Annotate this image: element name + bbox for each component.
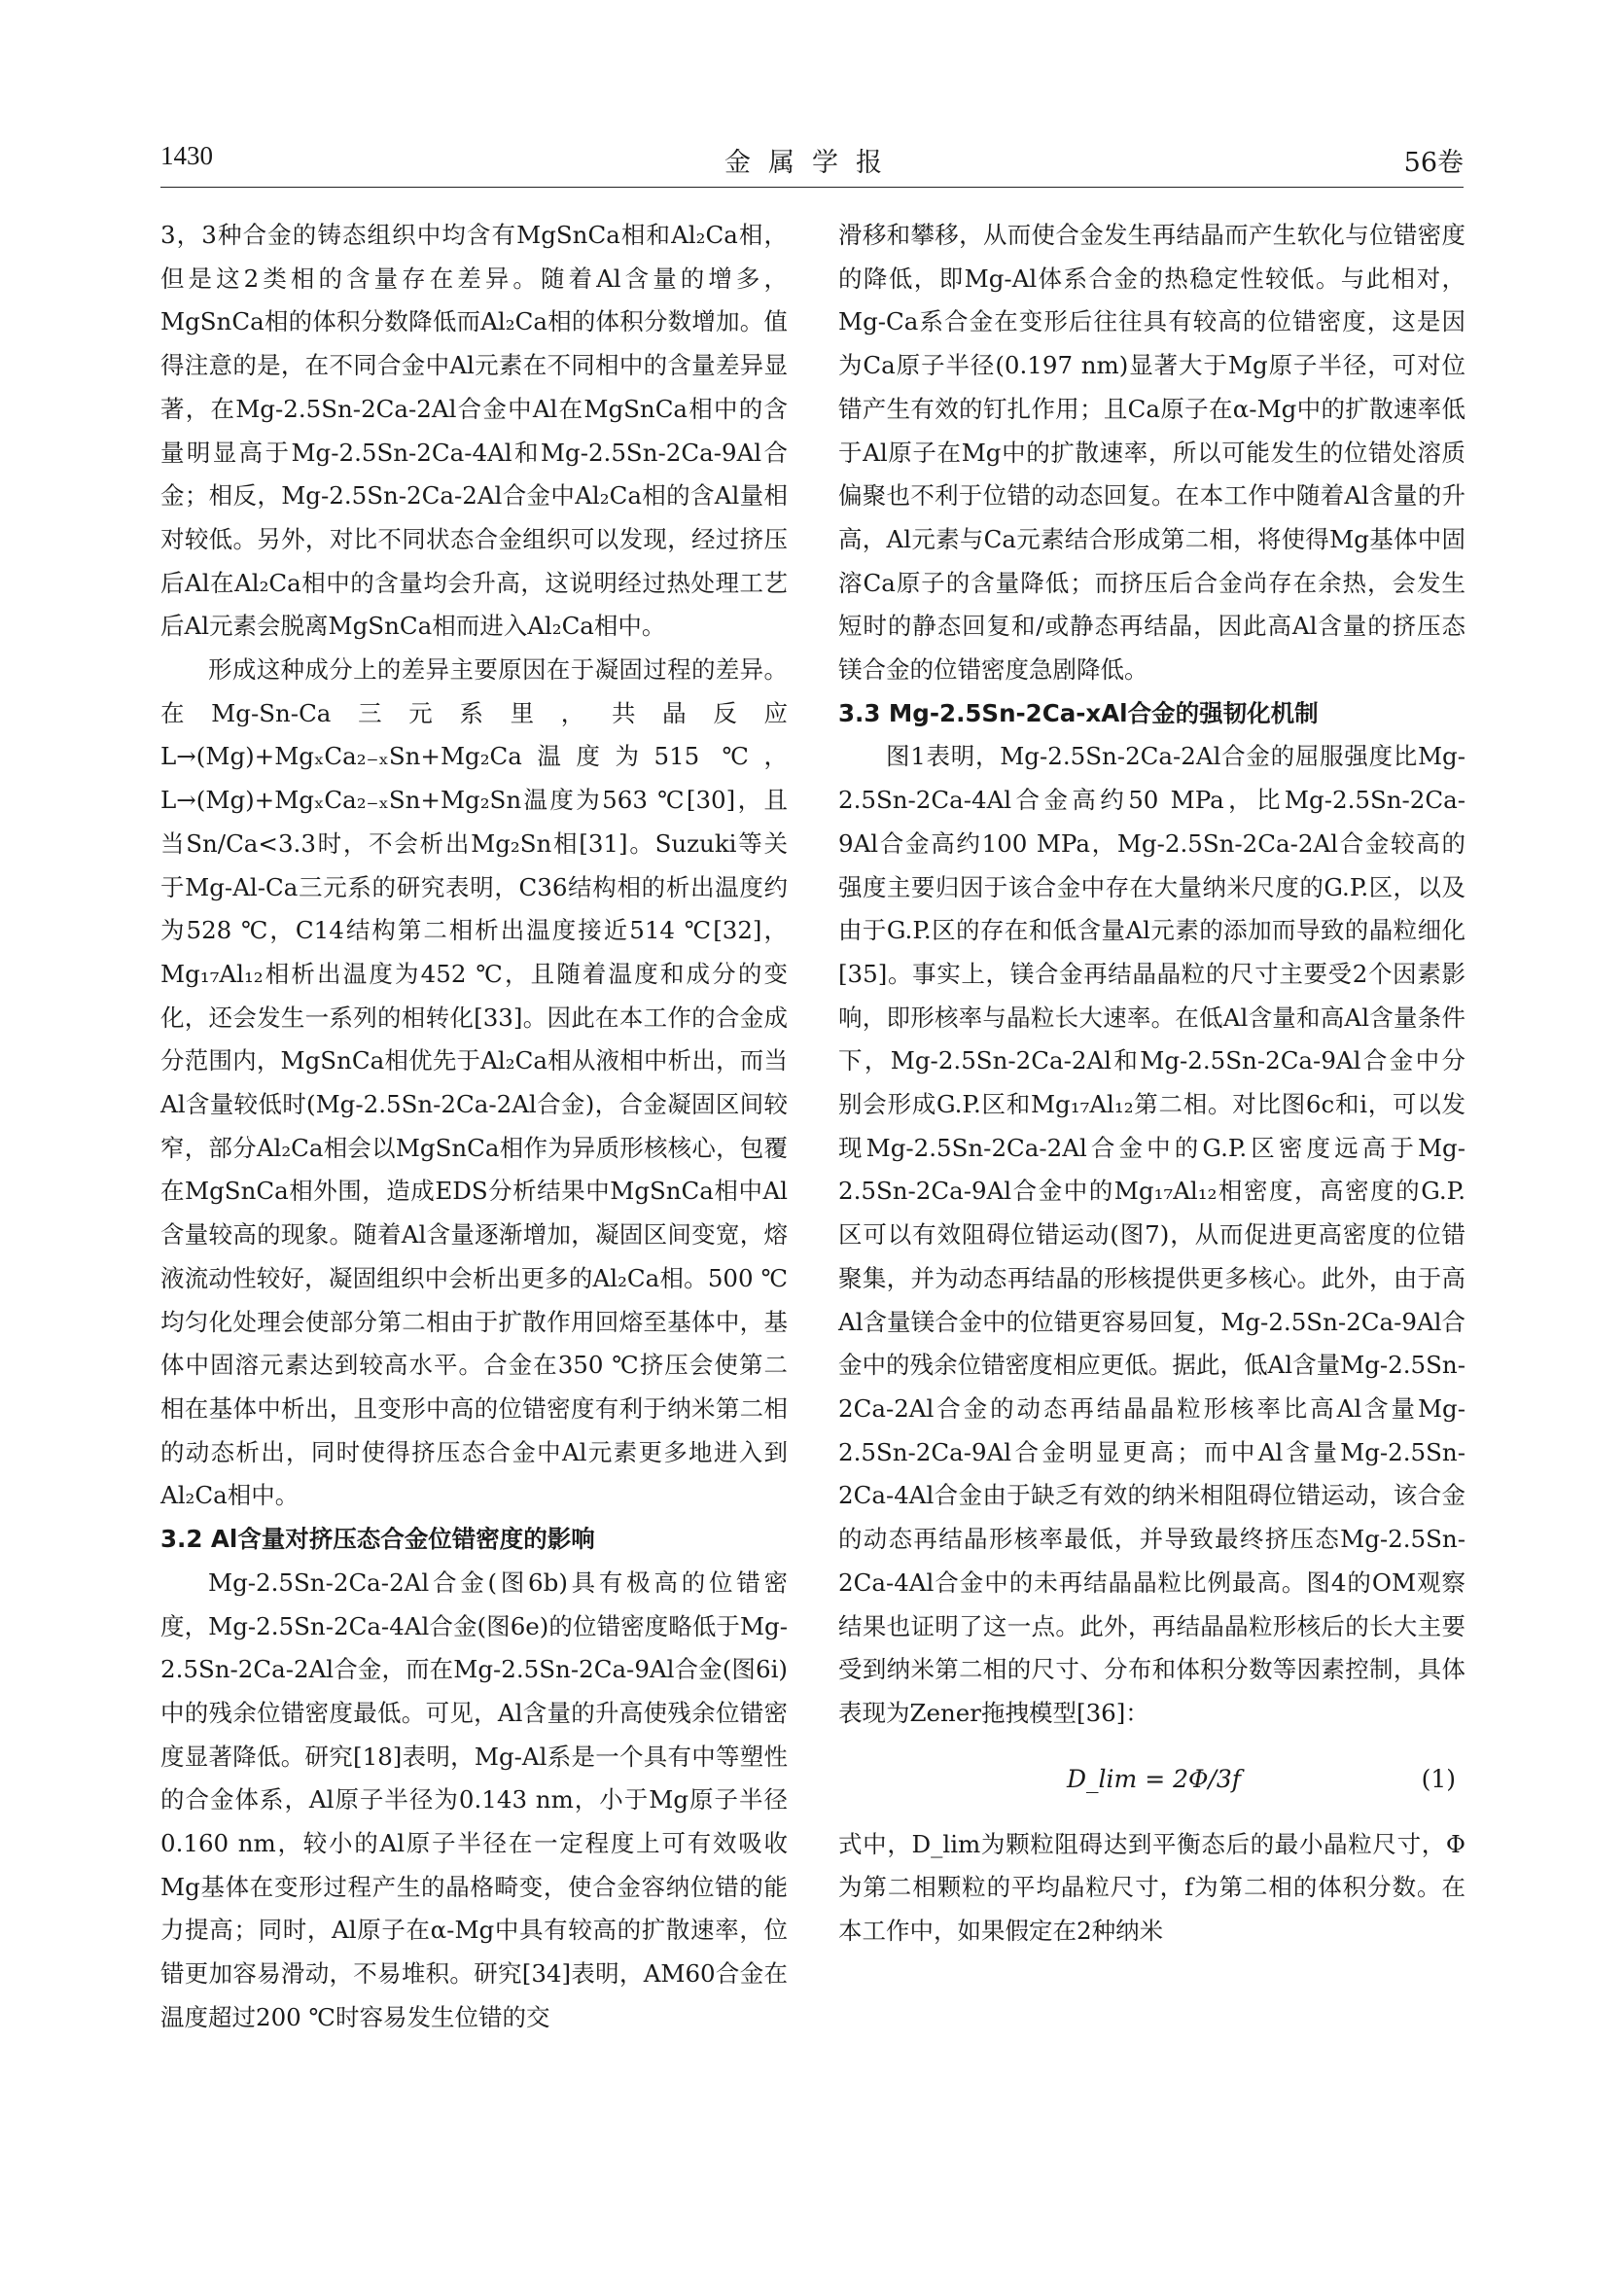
section-heading-3-3: 3.3 Mg-2.5Sn-2Ca-xAl合金的强韧化机制 bbox=[838, 698, 1319, 727]
left-paragraph-1: 3，3种合金的铸态组织中均含有MgSnCa相和Al₂Ca相，但是这2类相的含量存在差异。随着Al含量的增多，MgSnCa相的体积分数降低而Al₂Ca相的体积分数增加。值得注意的是，在不同合金中Al元素在不同相中的含量差异显著，在Mg-2.5Sn-2Ca-2Al合金中Al在MgSnCa相中的含量明显高于Mg-2.5Sn-2Ca-4Al和Mg-2.5Sn-2Ca-9Al合金；相反，Mg-2.5Sn-2Ca-2Al合金中Al₂Ca相的含Al量相对较低。另外，对比不同状态合金组织可以发现，经过挤压后Al在Al₂Ca相中的含量均会升高，这说明经过热处理工艺后Al元素会脱离MgSnCa相而进入Al₂Ca相中。 bbox=[160, 221, 788, 641]
equation-1 bbox=[838, 1736, 1465, 1823]
equation-number: (1) bbox=[1421, 1764, 1456, 1793]
page-header bbox=[160, 141, 1464, 180]
right-paragraph-2: 图1表明，Mg-2.5Sn-2Ca-2Al合金的屈服强度比Mg-2.5Sn-2Ca-4Al合金高约50 MPa，比Mg-2.5Sn-2Ca-9Al合金高约100 MPa，Mg-2.5Sn-2Ca-2Al合金较高的强度主要归因于该合金中存在大量纳米尺度的G.P.区，以及由于G.P.区的存在和低含量Al元素的添加而导致的晶粒细化[35]。事实上，镁合金再结晶晶粒的尺寸主要受2个因素影响，即形核率与晶粒长大速率。在低Al含量和高Al含量条件下，Mg-2.5Sn-2Ca-2Al和Mg-2.5Sn-2Ca-9Al合金中分别会形成G.P.区和Mg₁₇Al₁₂第二相。对比图6c和i，可以发现Mg-2.5Sn-2Ca-2Al合金中的G.P.区密度远高于Mg-2.5Sn-2Ca-9Al合金中的Mg₁₇Al₁₂相密度，高密度的G.P.区可以有效阻碍位错运动(图7)，从而促进更高密度的位错聚集，并为动态再结晶的形核提供更多核心。此外，由于高Al含量镁合金中的位错更容易回复，Mg-2.5Sn-2Ca-9Al合金中的残余位错密度相应更低。据此，低Al含量Mg-2.5Sn-2Ca-2Al合金的动态再结晶晶粒形核率比高Al含量Mg-2.5Sn-2Ca-9Al合金明显更高；而中Al含量Mg-2.5Sn-2Ca-4Al合金由于缺乏有效的纳米相阻碍位错运动，该合金的动态再结晶形核率最低，并导致最终挤压态Mg-2.5Sn-2Ca-4Al合金中的未再结晶晶粒比例最高。图4的OM观察结果也证明了这一点。此外，再结晶晶粒形核后的长大主要受到纳米第二相的尺寸、分布和体积分数等因素控制，具体表现为Zener拖拽模型[36]： bbox=[838, 742, 1465, 1727]
right-column bbox=[838, 214, 1465, 1954]
left-paragraph-2: 形成这种成分上的差异主要原因在于凝固过程的差异。在Mg-Sn-Ca三元系里，共晶反应L→(Mg)+MgₓCa₂₋ₓSn+Mg₂Ca温度为515 ℃，L→(Mg)+MgₓCa₂₋ₓSn+Mg₂Sn温度为563 ℃[30]，且当Sn/Ca<3.3时，不会析出Mg₂Sn相[31]。Suzuki等关于Mg-Al-Ca三元系的研究表明，C36结构相的析出温度约为528 ℃，C14结构第二相析出温度接近514 ℃[32]，Mg₁₇Al₁₂相析出温度为452 ℃，且随着温度和成分的变化，还会发生一系列的相转化[33]。因此在本工作的合金成分范围内，MgSnCa相优先于Al₂Ca相从液相中析出，而当Al含量较低时(Mg-2.5Sn-2Ca-2Al合金)，合金凝固区间较窄，部分Al₂Ca相会以MgSnCa相作为异质形核核心，包覆在MgSnCa相外围，造成EDS分析结果中MgSnCa相中Al含量较高的现象。随着Al含量逐渐增加，凝固区间变宽，熔液流动性较好，凝固组织中会析出更多的Al₂Ca相。500 ℃均匀化处理会使部分第二相由于扩散作用回熔至基体中，基体中固溶元素达到较高水平。合金在350 ℃挤压会使第二相在基体中析出，且变形中高的位错密度有利于纳米第二相的动态析出，同时使得挤压态合金中Al元素更多地进入到Al₂Ca相中。 bbox=[160, 655, 788, 1510]
header-rule bbox=[160, 187, 1464, 188]
right-paragraph-1: 滑移和攀移，从而使合金发生再结晶而产生软化与位错密度的降低，即Mg-Al体系合金的热稳定性较低。与此相对，Mg-Ca系合金在变形后往往具有较高的位错密度，这是因为Ca原子半径(0.197 nm)显著大于Mg原子半径，可对位错产生有效的钉扎作用；且Ca原子在α-Mg中的扩散速率低于Al原子在Mg中的扩散速率，所以可能发生的位错处溶质偏聚也不利于位错的动态回复。在本工作中随着Al含量的升高，Al元素与Ca元素结合形成第二相，将使得Mg基体中固溶Ca原子的含量降低；而挤压后合金尚存在余热，会发生短时的静态回复和/或静态再结晶，因此高Al含量的挤压态镁合金的位错密度急剧降低。 bbox=[838, 221, 1465, 685]
right-paragraph-3: 式中，D_lim为颗粒阻碍达到平衡态后的最小晶粒尺寸，Φ为第二相颗粒的平均晶粒尺寸，f为第二相的体积分数。在本工作中，如果假定在2种纳米 bbox=[838, 1829, 1465, 1946]
page-number: 1430 bbox=[160, 141, 213, 170]
journal-title: 金属学报 bbox=[724, 148, 900, 178]
equation-expression: D_lim = 2Φ/3f bbox=[1067, 1764, 1242, 1793]
left-paragraph-3: Mg-2.5Sn-2Ca-2Al合金(图6b)具有极高的位错密度，Mg-2.5Sn-2Ca-4Al合金(图6e)的位错密度略低于Mg-2.5Sn-2Ca-2Al合金，而在Mg-2.5Sn-2Ca-9Al合金(图6i)中的残余位错密度最低。可见，Al含量的升高使残余位错密度显著降低。研究[18]表明，Mg-Al系是一个具有中等塑性的合金体系，Al原子半径为0.143 nm，小于Mg原子半径0.160 nm，较小的Al原子半径在一定程度上可有效吸收Mg基体在变形过程产生的晶格畸变，使合金容纳位错的能力提高；同时，Al原子在α-Mg中具有较高的扩散速率，位错更加容易滑动，不易堆积。研究[34]表明，AM60合金在温度超过200 ℃时容易发生位错的交 bbox=[160, 1568, 788, 2031]
left-column bbox=[160, 214, 788, 2040]
volume-label: 56卷 bbox=[1403, 148, 1464, 178]
section-heading-3-2: 3.2 Al含量对挤压态合金位错密度的影响 bbox=[160, 1525, 595, 1554]
